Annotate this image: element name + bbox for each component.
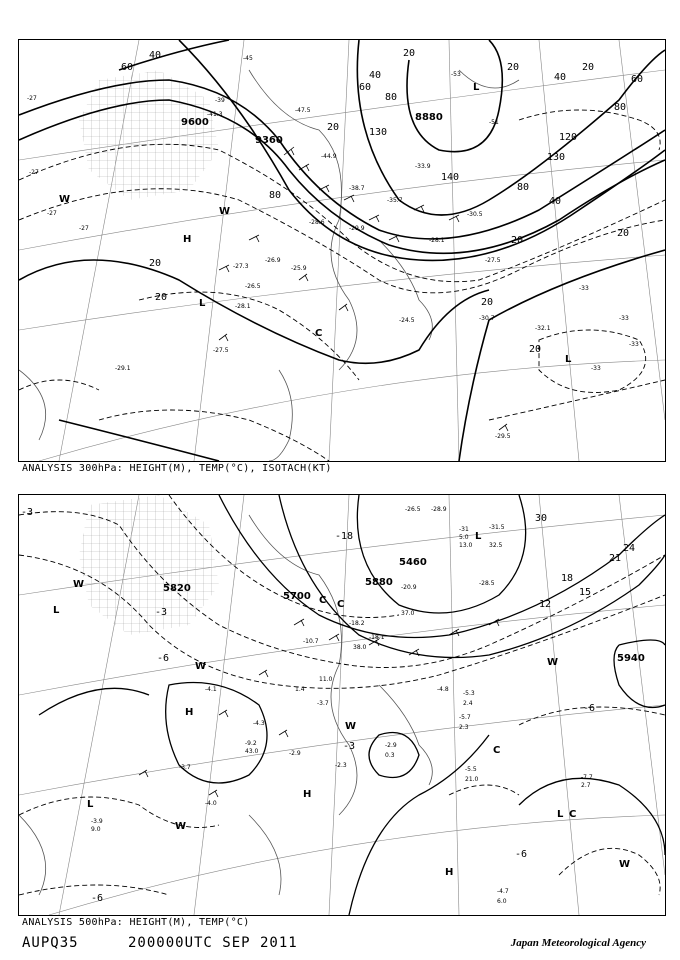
temp-label: -27: [47, 210, 57, 217]
temp-label: -27: [29, 169, 39, 176]
temp-label: -26.5: [245, 283, 261, 290]
obs-label: -26.5: [405, 506, 421, 513]
temp-label: -53: [451, 71, 461, 78]
obs-label: -4.8: [437, 686, 449, 693]
obs-label: -4.0: [205, 800, 217, 807]
low-center-marker: L: [473, 82, 480, 93]
isotach-label: 20: [529, 344, 542, 355]
obs-label: 0.3: [385, 752, 395, 759]
isotach-label: 40: [549, 196, 562, 207]
terrain-hatch: [79, 495, 219, 635]
warm-center-marker: W: [219, 206, 231, 217]
temp-label: -41.3: [207, 111, 223, 118]
caption-300hpa: ANALYSIS 300hPa: HEIGHT(M), TEMP(°C), ISOTACH(KT): [22, 463, 332, 474]
temp-label: -29.5: [495, 433, 511, 440]
temp-label: -33: [629, 341, 639, 348]
temp-label: -27.3: [233, 263, 249, 270]
obs-label: -2.9: [289, 750, 301, 757]
obs-label: -4.3: [253, 720, 265, 727]
isotherm-label: -3: [343, 741, 356, 752]
obs-label: -18.2: [349, 620, 365, 627]
temp-label: -28.1: [429, 237, 445, 244]
high-center-marker: H: [303, 789, 312, 800]
isotach-label: 130: [547, 152, 566, 163]
isotach-label: 40: [554, 72, 567, 83]
temp-label: -24.5: [399, 317, 415, 324]
obs-label: -28.9: [431, 506, 447, 513]
isotach-label: 140: [441, 172, 460, 183]
obs-label: 6.0: [497, 898, 507, 905]
map-500hpa-svg: [19, 495, 665, 915]
isotherm-label: 30: [535, 513, 548, 524]
obs-label: -10.7: [303, 638, 319, 645]
obs-label: -28.5: [479, 580, 495, 587]
obs-label: -7.7: [581, 774, 593, 781]
isotach-label: 20: [327, 122, 340, 133]
warm-center-marker: W: [175, 821, 187, 832]
isotherm-label: -6: [583, 703, 596, 714]
obs-label: -4.7: [497, 888, 509, 895]
low-center-marker: L: [557, 809, 564, 820]
map-300hpa-svg: [19, 40, 665, 461]
isotherm-label: -3: [155, 607, 168, 618]
obs-label: -5.7: [459, 714, 471, 721]
temp-label: -25.9: [291, 265, 307, 272]
analysis-time: 200000UTC SEP 2011: [128, 935, 298, 951]
obs-label: -3.7: [179, 764, 191, 771]
obs-label: -2.3: [335, 762, 347, 769]
height-label: 8880: [415, 112, 443, 123]
obs-label: -2.9: [385, 742, 397, 749]
isotach-label: 80: [385, 92, 398, 103]
warm-center-marker: W: [195, 661, 207, 672]
cold-center-marker: C: [569, 809, 577, 820]
obs-label: 2.7: [581, 782, 591, 789]
height-label: 5820: [163, 583, 191, 594]
isotach-label: 20: [155, 292, 168, 303]
obs-label: -5.3: [463, 690, 475, 697]
isotherm-label: -3: [21, 507, 34, 518]
warm-center-marker: W: [345, 721, 357, 732]
high-center-marker: H: [185, 707, 194, 718]
obs-label: 1.4: [295, 686, 305, 693]
isotach-label: 80: [517, 182, 530, 193]
obs-label: -5.5: [465, 766, 477, 773]
temp-label: -27: [27, 95, 37, 102]
temp-label: -30.7: [479, 315, 495, 322]
temp-label: -38.7: [349, 185, 365, 192]
isotherm-label: -6: [157, 653, 170, 664]
obs-label: 32.5: [489, 542, 503, 549]
temp-label: -47.5: [295, 107, 311, 114]
low-center-marker: L: [87, 799, 94, 810]
height-label: 5940: [617, 653, 645, 664]
agency-credit: Japan Meteorological Agency: [510, 937, 646, 949]
obs-label: 13.0: [459, 542, 473, 549]
low-center-marker: L: [53, 605, 60, 616]
isotach-label: 60: [121, 62, 134, 73]
bulletin-code: AUPQ35: [22, 935, 79, 951]
isotach-label: 40: [149, 50, 162, 61]
obs-label: -18.1: [369, 634, 385, 641]
isotach-label: 40: [369, 70, 382, 81]
warm-center-marker: W: [619, 859, 631, 870]
height-label: 5880: [365, 577, 393, 588]
isotach-label: 130: [369, 127, 388, 138]
isotach-label: 20: [511, 235, 524, 246]
isotach-label: 80: [614, 102, 627, 113]
isotach-label: 60: [631, 74, 644, 85]
isotach-label: 20: [617, 228, 630, 239]
isotach-label: 120: [559, 132, 578, 143]
isotach-label: 20: [582, 62, 595, 73]
obs-label: -31: [459, 526, 469, 533]
height-label: 5700: [283, 591, 311, 602]
temp-label: -26.9: [265, 257, 281, 264]
height-label: 9360: [255, 135, 283, 146]
obs-label: -4.1: [205, 686, 217, 693]
temp-label: -30.5: [467, 211, 483, 218]
isotach-label: 80: [269, 190, 282, 201]
cold-center-marker: C: [319, 595, 327, 606]
high-center-marker: H: [445, 867, 454, 878]
temp-label: -29.9: [349, 225, 365, 232]
temp-label: -35.7: [387, 197, 403, 204]
warm-center-marker: W: [547, 657, 559, 668]
obs-label: 37.0: [401, 610, 415, 617]
temp-label: -33: [619, 315, 629, 322]
temp-label: -28.1: [235, 303, 251, 310]
obs-label: 2.4: [463, 700, 473, 707]
low-center-marker: L: [475, 531, 482, 542]
temp-label: -33: [591, 365, 601, 372]
caption-500hpa: ANALYSIS 500hPa: HEIGHT(M), TEMP(°C): [22, 917, 250, 928]
high-center-marker: H: [183, 234, 192, 245]
temp-label: -45: [243, 55, 253, 62]
temp-label: -33.9: [415, 163, 431, 170]
temp-label: -44.9: [321, 153, 337, 160]
obs-label: -31.5: [489, 524, 505, 531]
map-300hpa-panel: [18, 39, 666, 462]
obs-label: 5.0: [459, 534, 469, 541]
isotherm-label: 24: [623, 543, 636, 554]
isotherm-label: -18: [335, 531, 354, 542]
temp-label: -28.6: [309, 219, 325, 226]
temp-label: -33: [579, 285, 589, 292]
isotherm-label: 21: [609, 553, 622, 564]
warm-center-marker: W: [59, 194, 71, 205]
cold-center-marker: C: [493, 745, 501, 756]
obs-label: 2.3: [459, 724, 469, 731]
obs-label: -3.9: [91, 818, 103, 825]
temp-label: -51: [489, 119, 499, 126]
isotach-label: 20: [481, 297, 494, 308]
obs-label: -20.9: [401, 584, 417, 591]
isotach-label: 20: [507, 62, 520, 73]
height-label: 9600: [181, 117, 209, 128]
isotach-label: 20: [403, 48, 416, 59]
isotach-label: 60: [359, 82, 372, 93]
temp-label: -27: [79, 225, 89, 232]
temp-label: -39: [215, 97, 225, 104]
height-label: 5460: [399, 557, 427, 568]
temp-label: -32.1: [535, 325, 551, 332]
warm-center-marker: W: [73, 579, 85, 590]
obs-label: 38.0: [353, 644, 367, 651]
temp-label: -27.5: [485, 257, 501, 264]
isotherm-label: -6: [515, 849, 528, 860]
cold-center-marker: C: [315, 328, 323, 339]
low-center-marker: L: [565, 354, 572, 365]
cold-center-marker: C: [337, 599, 345, 610]
obs-label: 43.0: [245, 748, 259, 755]
low-center-marker: L: [199, 298, 206, 309]
temp-label: -27.5: [213, 347, 229, 354]
obs-label: 11.0: [319, 676, 333, 683]
obs-label: 9.0: [91, 826, 101, 833]
temp-label: -29.1: [115, 365, 131, 372]
obs-label: 21.0: [465, 776, 479, 783]
isotherm-label: 18: [561, 573, 574, 584]
isotach-label: 20: [149, 258, 162, 269]
map-500hpa-panel: [18, 494, 666, 916]
isotherm-label: 15: [579, 587, 592, 598]
obs-label: -3.7: [317, 700, 329, 707]
isotherm-label: 12: [539, 599, 552, 610]
isotherm-label: -6: [91, 893, 104, 904]
obs-label: -9.2: [245, 740, 257, 747]
